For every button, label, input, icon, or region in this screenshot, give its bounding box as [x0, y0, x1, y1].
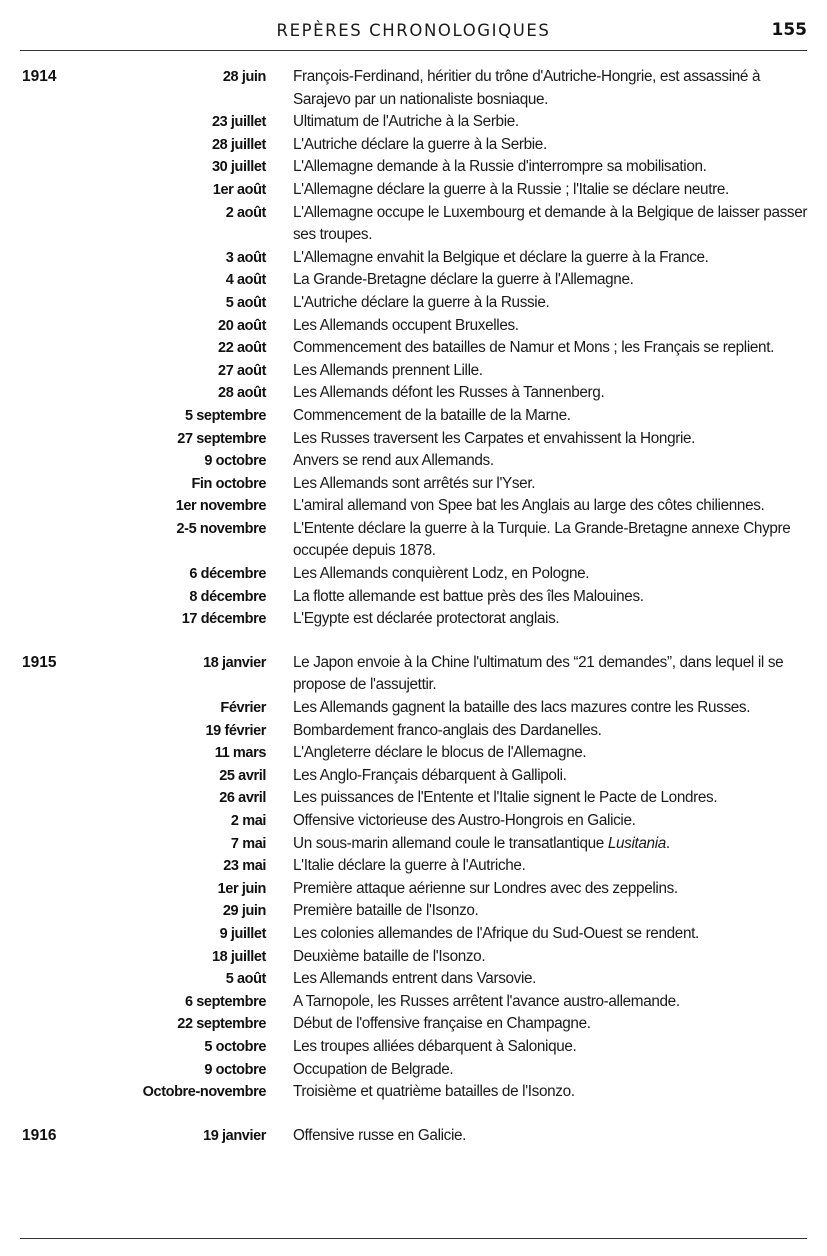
year-block-1916: [20, 1125, 810, 1148]
timeline-entry: [20, 1125, 810, 1148]
entry-date: 2 août: [225, 204, 266, 221]
entry-event: [293, 697, 810, 720]
entry-event: [293, 269, 810, 292]
entry-event-text: Offensive russe en Galicie.: [293, 1126, 467, 1144]
entry-date: 28 juin: [222, 69, 266, 85]
entry-event: [293, 450, 810, 473]
entry-event: [293, 968, 810, 991]
year-label: 1915: [22, 653, 57, 671]
entry-event: [293, 315, 810, 338]
timeline-entry: [20, 518, 810, 563]
entry-date: 1er juin: [217, 880, 266, 897]
entry-date: 2 mai: [230, 813, 266, 829]
entry-event: [293, 337, 810, 360]
entry-event: [293, 360, 810, 383]
entry-event-text: François-Ferdinand, héritier du trône d'Autriche-Hongrie, est assassiné à Sarajevo par un nationaliste bosniaque.: [293, 68, 761, 108]
entry-date: 26 avril: [219, 790, 266, 807]
running-title: REPÈRES CHRONOLOGIQUES: [276, 21, 551, 40]
timeline-entry: [20, 1013, 810, 1036]
entry-event-text: La flotte allemande est battue près des îles Malouines.: [293, 587, 644, 605]
timeline-entry: [20, 991, 810, 1014]
entry-event-text: Première attaque aérienne sur Londres avec des zeppelins.: [293, 879, 678, 897]
entry-event-italic: Lusitania: [607, 834, 666, 852]
entry-event-text: L'Autriche déclare la guerre à la Serbie.: [293, 135, 547, 153]
entry-date: 23 mai: [223, 858, 266, 875]
entry-date: 5 septembre: [184, 407, 266, 424]
entry-date: 4 août: [225, 272, 266, 289]
timeline-entry: [20, 382, 810, 405]
entry-event-text: L'Allemagne demande à la Russie d'interrompre sa mobilisation.: [293, 158, 707, 176]
entry-date: 29 juin: [222, 903, 266, 920]
timeline-entry: [20, 1081, 810, 1104]
entry-event-text: L'Allemagne envahit la Belgique et déclare la guerre à la France.: [293, 248, 709, 266]
entry-event-text: Troisième et quatrième batailles de l'Isonzo.: [293, 1083, 575, 1101]
timeline-entry: [20, 405, 810, 428]
entry-event: [293, 652, 810, 697]
entry-event: [293, 923, 810, 946]
entry-date: 5 octobre: [204, 1038, 266, 1055]
entry-event-text: Offensive victorieuse des Austro-Hongrois en Galicie.: [293, 812, 636, 829]
entry-event: [293, 586, 810, 609]
entry-event: [293, 608, 810, 631]
entry-date: 22 août: [218, 340, 266, 357]
entry-date: Février: [220, 700, 266, 717]
entry-event: [293, 405, 810, 428]
timeline-entry: [20, 586, 810, 609]
entry-event-text: L'Angleterre déclare le blocus de l'Allemagne.: [293, 744, 587, 762]
entry-event: [293, 66, 810, 111]
entry-event-text: L'Allemagne occupe le Luxembourg et demande à la Belgique de laisser passer ses troupes.: [293, 203, 808, 244]
timeline-entry: [20, 652, 810, 697]
entry-date: 17 décembre: [181, 611, 266, 628]
entry-event-text: Commencement de la bataille de la Marne.: [293, 406, 571, 424]
entry-date: 28 août: [218, 385, 266, 402]
timeline-entry: [20, 292, 810, 315]
entry-date: 20 août: [218, 317, 266, 334]
year-block-1915: [20, 652, 810, 1104]
entry-event: [293, 428, 810, 451]
entry-event-text: La Grande-Bretagne déclare la guerre à l'Allemagne.: [293, 271, 634, 289]
timeline-entry: [20, 360, 810, 383]
timeline-entry: [20, 428, 810, 451]
entry-event: [293, 1059, 810, 1082]
timeline-entry: [20, 1036, 810, 1059]
entry-event: [293, 1036, 810, 1059]
entry-event-text: Deuxième bataille de l'Isonzo.: [293, 947, 486, 965]
timeline-entry: [20, 946, 810, 969]
running-header: [20, 18, 807, 44]
entry-event: [293, 787, 810, 810]
entry-date: 9 juillet: [219, 925, 266, 942]
entry-event: [293, 765, 810, 788]
entry-event-text: Les Allemands défont les Russes à Tannenberg.: [293, 384, 605, 402]
entry-event: [293, 518, 810, 563]
timeline-entry: [20, 765, 810, 788]
header-rule: [20, 50, 807, 51]
entry-event: [293, 134, 810, 157]
entry-event-text: Les Allemands gagnent la bataille des lacs mazures contre les Russes.: [293, 699, 751, 717]
entry-event-text: Les Allemands entrent dans Varsovie.: [293, 970, 537, 988]
timeline-entry: [20, 855, 810, 878]
entry-event-text: Les Allemands occupent Bruxelles.: [293, 316, 519, 334]
entry-event: [293, 473, 810, 496]
entry-event-text: L'Autriche déclare la guerre à la Russie.: [293, 293, 550, 311]
timeline-entry: [20, 968, 810, 991]
entry-event: [293, 833, 810, 856]
timeline-entry: [20, 742, 810, 765]
entry-date: 7 mai: [230, 835, 266, 852]
entry-event-text: Un sous-marin allemand coule le transatlantique: [293, 834, 604, 852]
entry-event: [293, 810, 810, 833]
entry-event: [293, 156, 810, 179]
timeline-entry: [20, 450, 810, 473]
entry-event-text: Ultimatum de l'Autriche à la Serbie.: [293, 113, 519, 131]
entry-date: Octobre-novembre: [142, 1084, 266, 1101]
timeline-entry: [20, 473, 810, 496]
entry-date: 6 septembre: [184, 993, 266, 1010]
entry-event: [293, 111, 810, 134]
entry-event-text: L'Egypte est déclarée protectorat anglais.: [293, 610, 560, 628]
entry-date: 5 août: [225, 294, 266, 311]
entry-event: [293, 292, 810, 315]
entry-event-text: Les Allemands sont arrêtés sur l'Yser.: [293, 474, 536, 492]
page-number: 155: [771, 20, 807, 40]
entry-event-text: Commencement des batailles de Namur et Mons ; les Français se replient.: [293, 339, 775, 357]
entry-event: [293, 1013, 810, 1036]
entry-event: [293, 742, 810, 765]
entry-event-text: A Tarnopole, les Russes arrêtent l'avance austro-allemande.: [293, 992, 680, 1010]
entry-event-text: Début de l'offensive française en Champagne.: [293, 1015, 591, 1033]
entry-event: [293, 1125, 810, 1148]
entry-event: [293, 179, 810, 202]
timeline-entry: [20, 495, 810, 518]
entry-event-text: Le Japon envoie à la Chine l'ultimatum des “21 demandes”, dans lequel il se propose de l'assujettir.: [293, 653, 784, 694]
entry-event-text: Occupation de Belgrade.: [293, 1060, 454, 1078]
timeline-entry: [20, 315, 810, 338]
timeline-entry: [20, 833, 810, 856]
timeline-entry: [20, 156, 810, 179]
year-label: 1914: [22, 68, 57, 85]
entry-event: [293, 382, 810, 405]
entry-event-text: Les colonies allemandes de l'Afrique du Sud-Ouest se rendent.: [293, 924, 699, 942]
entry-date: 22 septembre: [177, 1016, 266, 1033]
entry-date: 8 décembre: [189, 588, 266, 605]
timeline-entry: [20, 202, 810, 247]
entry-event: [293, 495, 810, 518]
entry-date: 28 juillet: [211, 136, 266, 153]
entry-event: [293, 563, 810, 586]
chronology-body: [20, 66, 810, 1168]
entry-date: 23 juillet: [211, 114, 266, 131]
timeline-entry: [20, 923, 810, 946]
timeline-entry: [20, 787, 810, 810]
entry-event: [293, 991, 810, 1014]
timeline-entry: [20, 563, 810, 586]
entry-event-text: Les Russes traversent les Carpates et envahissent la Hongrie.: [293, 429, 696, 447]
entry-date: 1er novembre: [175, 498, 266, 515]
entry-date: 19 février: [205, 722, 266, 739]
year-label: 1916: [22, 1126, 57, 1144]
entry-event-text: L'amiral allemand von Spee bat les Anglais au large des côtes chiliennes.: [293, 497, 765, 515]
entry-date: 9 octobre: [204, 1061, 266, 1078]
timeline-entry: [20, 66, 810, 111]
entry-event-text: Les puissances de l'Entente et l'Italie signent le Pacte de Londres.: [293, 789, 718, 807]
entry-date: 2-5 novembre: [176, 520, 266, 537]
entry-event-text: Les troupes alliées débarquent à Salonique.: [293, 1037, 577, 1055]
entry-date: 19 janvier: [203, 1127, 266, 1144]
entry-date: 25 avril: [219, 767, 266, 784]
entry-date: 3 août: [225, 249, 266, 266]
timeline-entry: [20, 111, 810, 134]
entry-event: [293, 720, 810, 743]
timeline-entry: [20, 720, 810, 743]
entry-event: [293, 247, 810, 270]
entry-date: 9 octobre: [204, 453, 266, 470]
timeline-entry: [20, 608, 810, 631]
entry-event: [293, 202, 810, 247]
entry-date: 18 juillet: [211, 948, 266, 965]
timeline-entry: [20, 337, 810, 360]
entry-date: 30 juillet: [211, 159, 266, 176]
entry-date: 27 septembre: [177, 430, 266, 447]
entry-event-text: L'Entente déclare la guerre à la Turquie. La Grande-Bretagne annexe Chypre occupée depuis 1878.: [293, 519, 791, 560]
timeline-entry: [20, 697, 810, 720]
timeline-entry: [20, 1059, 810, 1082]
timeline-entry: [20, 247, 810, 270]
entry-event-text: Les Allemands conquièrent Lodz, en Pologne.: [293, 565, 590, 583]
timeline-entry: [20, 900, 810, 923]
entry-event-text: L'Italie déclare la guerre à l'Autriche.: [293, 857, 526, 875]
timeline-entry: [20, 878, 810, 901]
timeline-entry: [20, 179, 810, 202]
year-block-1914: [20, 66, 810, 631]
entry-event: [293, 946, 810, 969]
entry-date: 5 août: [225, 971, 266, 988]
entry-event-text: L'Allemagne déclare la guerre à la Russie ; l'Italie se déclare neutre.: [293, 180, 729, 198]
entry-event: [293, 878, 810, 901]
entry-event-text: Anvers se rend aux Allemands.: [293, 452, 494, 470]
entry-date: 6 décembre: [189, 566, 266, 583]
entry-event-text: Les Allemands prennent Lille.: [293, 361, 483, 379]
entry-date: 18 janvier: [203, 654, 266, 671]
entry-date: Fin octobre: [191, 475, 266, 492]
entry-event-text: Première bataille de l'Isonzo.: [293, 902, 479, 920]
entry-event: [293, 1081, 810, 1104]
timeline-entry: [20, 134, 810, 157]
entry-event: [293, 900, 810, 923]
timeline-entry: [20, 810, 810, 833]
entry-event-text: Bombardement franco-anglais des Dardanelles.: [293, 721, 602, 739]
timeline-entry: [20, 269, 810, 292]
entry-date: 27 août: [218, 362, 266, 379]
entry-date: 11 mars: [214, 745, 266, 762]
entry-event-suffix: .: [665, 834, 670, 852]
entry-event: [293, 855, 810, 878]
footer-rule: [20, 1238, 807, 1239]
entry-date: 1er août: [212, 181, 266, 198]
entry-event-text: Les Anglo-Français débarquent à Gallipoli.: [293, 766, 567, 784]
